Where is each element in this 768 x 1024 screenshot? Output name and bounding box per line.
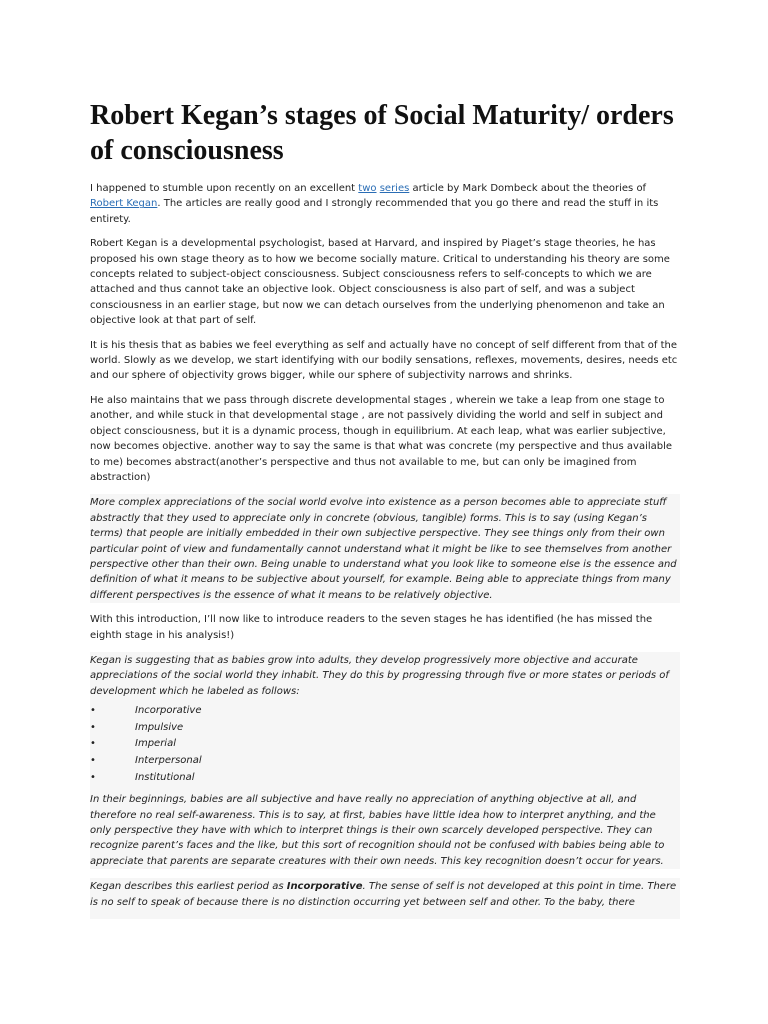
stage-label: Interpersonal	[135, 754, 202, 766]
bullet-icon: •	[90, 754, 96, 766]
intro-text-2: article by Mark Dombeck about the theories of	[409, 183, 647, 194]
list-item	[90, 753, 680, 770]
paragraph-1: Robert Kegan is a developmental psychologist, based at Harvard, and inspired by Piaget’s stage theories, he has proposed his own stage theory as to how we become socially mature. Critical to understanding his theory are some concepts related to subject-object consciousness. Subject consciousness refers to self-concepts to which we are attached and thus cannot take an objective look. Object consciousness is also part of self, and was a subject consciousness in an earlier stage, but now we can detach ourselves from the underlying phenomenon and take an objective look at that part of self.	[90, 238, 670, 327]
stage-label: Impulsive	[135, 721, 184, 733]
article	[90, 98, 680, 928]
blockquote-1-text: More complex appreciations of the social world evolve into existence as a person becomes able to appreciate stuff abstractly that they used to appreciate only in concrete (obvious, tangible) forms. This is to say (using Kegan’s terms) that people are initially embedded in their own subjective perspective. They see things only from their own particular point of view and fundamentally cannot understand what it might be like to see themselves from another perspective other than their own. Being unable to understand what you look like to someone else is the essence and definition of what it means to be subjective about yourself, for example. Being able to appreciate things from many different perspectives is the essence of what it means to be relatively objective.	[90, 497, 677, 601]
blockquote-1	[90, 494, 680, 603]
stage-label: Imperial	[135, 738, 176, 750]
intro-text-1: I happened to stumble upon recently on an excellent	[90, 183, 359, 194]
intro-text-3: . The articles are really good and I strongly recommended that you go there and read the stuff in its entirety.	[90, 198, 659, 225]
list-item	[90, 703, 680, 720]
stages-list	[90, 703, 680, 786]
list-item	[90, 736, 680, 753]
list-item	[90, 720, 680, 737]
blockquote-4-text	[90, 879, 680, 910]
bullet-icon: •	[90, 721, 96, 733]
list-item	[90, 770, 680, 787]
intro-paragraph	[90, 181, 680, 227]
page-title: Robert Kegan’s stages of Social Maturity/ orders of consciousness	[90, 100, 674, 166]
bullet-icon: •	[90, 771, 96, 783]
blockquote-4-text-1: Kegan describes this earliest period as	[90, 881, 287, 893]
stage-label: Institutional	[135, 771, 195, 783]
incorporative-term: Incorporative	[286, 881, 363, 893]
blockquote-4	[90, 878, 680, 919]
link-two[interactable]: two	[358, 183, 377, 194]
paragraph-2: It is his thesis that as babies we feel everything as self and actually have no concept of self different from that of the world. Slowly as we develop, we start identifying with our bodily sensations, reflexes, movements, desires, needs etc and our sphere of objectivity grows bigger, while our sphere of subjectivity narrows and shrinks.	[90, 339, 678, 382]
stage-label: Incorporative	[135, 705, 202, 717]
link-series[interactable]: series	[379, 183, 410, 194]
blockquote-4-text-2: . The sense of self is not developed at this point in time. There is no self to speak of because there is no distinction occurring yet between self and other. To the baby, there	[90, 881, 677, 908]
paragraph-4: With this introduction, I’ll now like to introduce readers to the seven stages he has identified (he has missed the eighth stage in his analysis!)	[90, 614, 653, 641]
blockquote-2	[90, 652, 680, 869]
bullet-icon: •	[90, 738, 96, 750]
blockquote-3-text: In their beginnings, babies are all subjective and have really no appreciation of anything objective at all, and therefore no real self-awareness. This is to say, at first, babies have little idea how to interpret anything, and the only perspective they have with which to interpret things is their own scarcely developed perspective. They can recognize parent’s faces and the like, but this sort of recognition should not be confused with babies being able to appreciate that parents are separate creatures with their own needs. This key recognition doesn’t occur for years.	[90, 794, 665, 867]
paragraph-3: He also maintains that we pass through discrete developmental stages , wherein we take a leap from one stage to another, and while stuck in that developmental stage , are not passively dividing the world and self in subject and object consciousness, but it is a dynamic process, though in equilibrium. At each leap, what was earlier subjective, now becomes objective. another way to say the same is that what was concrete (my perspective and thus available to me) becomes abstract(another’s perspective and thus not available to me, but can only be imagined from abstraction)	[90, 394, 673, 483]
link-robert-kegan[interactable]: Robert Kegan	[90, 198, 158, 210]
blockquote-2-text: Kegan is suggesting that as babies grow into adults, they develop progressively more objective and accurate appreciations of the social world they inhabit. They do this by progressing through five or more states or periods of development which he labeled as follows:	[90, 654, 669, 697]
bullet-icon: •	[90, 705, 96, 717]
